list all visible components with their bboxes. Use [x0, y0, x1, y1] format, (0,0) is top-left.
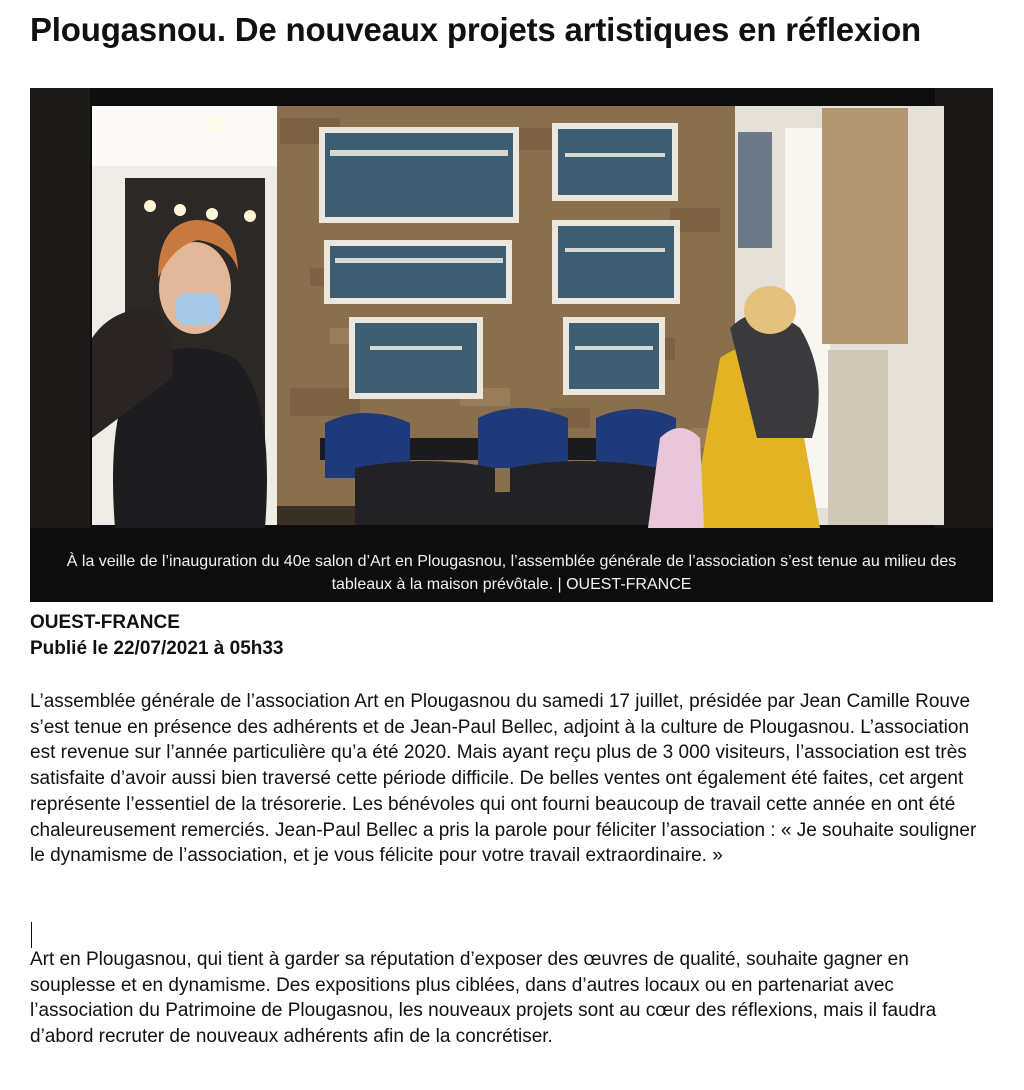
byline — [30, 610, 284, 662]
article-title: Plougasnou. De nouveaux projets artistiques en réflexion — [30, 11, 921, 48]
article-figure — [30, 88, 993, 602]
exhibition-photo — [30, 88, 993, 602]
article-paragraph-2: Art en Plougasnou, qui tient à garder sa réputation d’exposer des œuvres de qualité, souhaite gagner en souplesse et en dynamisme. Des expositions plus ciblées, dans d’autres locaux ou en partenariat avec l’association du Patrimoine de Plougasnou, les nouveaux projets sont au cœur des réflexions, mais il faudra d’abord recruter de nouveaux adhérents afin de la concrétiser. — [30, 949, 937, 1048]
publication-date: Publié le 22/07/2021 à 05h33 — [30, 638, 284, 659]
source-label: OUEST-FRANCE — [30, 612, 180, 633]
article-paragraph-1: L’assemblée générale de l’association Art en Plougasnou du samedi 17 juillet, présidée par Jean Camille Rouve s’est tenue en présence des adhérents et de Jean-Paul Bellec, adjoint à la culture de Plougasnou. L’association est revenue sur l’année particulière qu’a été 2020. Mais ayant reçu plus de 3 000 visiteurs, l’association est très satisfaite d’avoir aussi bien traversé cette période difficile. De belles ventes ont également été faites, cet argent représente l’essentiel de la trésorerie. Les bénévoles qui ont fourni beaucoup de travail cette année en ont été chaleureusement remerciés. Jean-Paul Bellec a pris la parole pour féliciter l’association : « Je souhaite souligner le dynamisme de l’association, et je vous félicite pour votre travail extraordinaire. » — [30, 691, 977, 867]
text-cursor — [31, 922, 32, 948]
image-caption: À la veille de l’inauguration du 40e salon d’Art en Plougasnou, l’assemblée générale de l’association s’est tenue au milieu des tableaux à la maison prévôtale. | OUEST-FRANCE — [66, 553, 957, 593]
